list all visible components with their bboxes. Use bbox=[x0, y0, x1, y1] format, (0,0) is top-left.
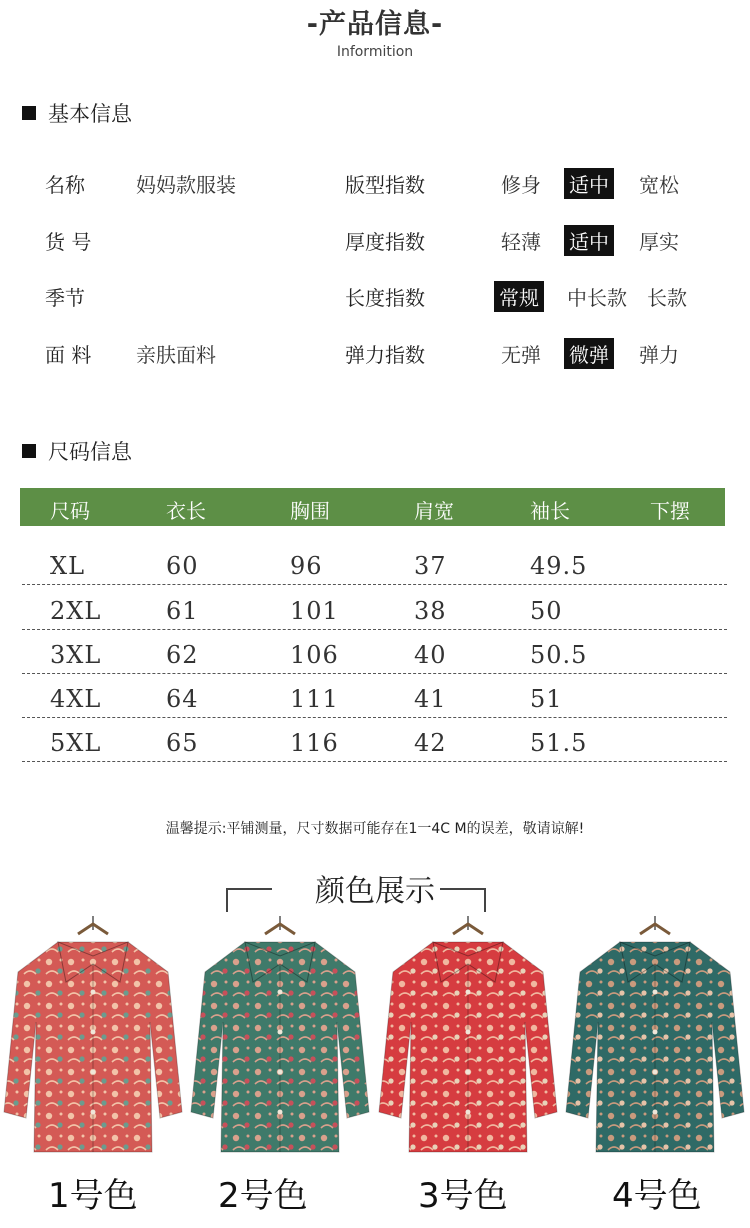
square-bullet-icon bbox=[22, 444, 36, 458]
size-column-header: 肩宽 bbox=[414, 499, 454, 523]
index-option-selected: 微弹 bbox=[564, 338, 614, 369]
size-cell: 116 bbox=[290, 729, 339, 757]
size-cell: XL bbox=[50, 552, 86, 580]
size-column-header: 下摆 bbox=[650, 499, 690, 523]
color-label: 3号色 bbox=[418, 1176, 508, 1216]
shirt-image bbox=[187, 912, 374, 1168]
index-option: 中长款 bbox=[567, 286, 627, 310]
size-cell: 40 bbox=[414, 641, 447, 669]
color-swatch-photo bbox=[375, 912, 562, 1168]
size-column-header: 胸围 bbox=[290, 499, 330, 523]
size-cell: 111 bbox=[290, 685, 339, 713]
index-option: 轻薄 bbox=[501, 230, 541, 254]
color-display-title: 颜色展示 bbox=[315, 874, 435, 909]
color-label: 1号色 bbox=[48, 1176, 138, 1216]
size-cell: 106 bbox=[290, 641, 339, 669]
size-cell: 64 bbox=[166, 685, 199, 713]
size-info-heading bbox=[22, 436, 132, 466]
color-label: 4号色 bbox=[612, 1176, 702, 1216]
size-column-header: 衣长 bbox=[166, 499, 206, 523]
size-cell: 37 bbox=[414, 552, 447, 580]
size-cell: 61 bbox=[166, 597, 199, 625]
size-cell: 2XL bbox=[50, 597, 102, 625]
color-swatch-photo bbox=[562, 912, 749, 1168]
size-cell: 38 bbox=[414, 597, 447, 625]
index-option: 宽松 bbox=[639, 173, 679, 197]
index-label: 弹力指数 bbox=[345, 343, 425, 367]
color-swatch-photo bbox=[187, 912, 374, 1168]
index-option: 无弹 bbox=[501, 343, 541, 367]
size-cell: 3XL bbox=[50, 641, 102, 669]
index-option: 长款 bbox=[647, 286, 687, 310]
index-option: 弹力 bbox=[639, 343, 679, 367]
basic-info-title: 基本信息 bbox=[48, 102, 132, 126]
size-cell: 62 bbox=[166, 641, 199, 669]
index-option: 厚实 bbox=[639, 230, 679, 254]
size-cell: 51.5 bbox=[530, 729, 588, 757]
info-value-fabric: 亲肤面料 bbox=[136, 343, 216, 367]
color-label: 2号色 bbox=[218, 1176, 308, 1216]
info-label-fabric: 面 料 bbox=[45, 343, 92, 367]
square-bullet-icon bbox=[22, 106, 36, 120]
basic-info-heading bbox=[22, 98, 132, 128]
size-cell: 41 bbox=[414, 685, 447, 713]
table-row-divider bbox=[22, 629, 727, 630]
index-option-selected: 适中 bbox=[564, 225, 614, 256]
size-cell: 42 bbox=[414, 729, 447, 757]
table-row-divider bbox=[22, 717, 727, 718]
page-title: -产品信息- bbox=[306, 9, 444, 40]
page-subtitle: Informition bbox=[336, 44, 414, 60]
index-label: 厚度指数 bbox=[345, 230, 425, 254]
size-cell: 5XL bbox=[50, 729, 102, 757]
index-option: 修身 bbox=[501, 173, 541, 197]
index-option-selected: 适中 bbox=[564, 168, 614, 199]
size-info-title: 尺码信息 bbox=[48, 440, 132, 464]
size-table-header bbox=[20, 488, 725, 526]
shirt-image bbox=[0, 912, 187, 1168]
size-cell: 60 bbox=[166, 552, 199, 580]
size-column-header: 尺码 bbox=[50, 499, 90, 523]
info-label-name: 名称 bbox=[45, 173, 85, 197]
table-row-divider bbox=[22, 761, 727, 762]
size-cell: 96 bbox=[290, 552, 323, 580]
info-value-name: 妈妈款服装 bbox=[136, 173, 236, 197]
measurement-note: 温馨提示:平铺测量，尺寸数据可能存在1一4C M的误差，敬请谅解! bbox=[165, 821, 585, 837]
size-cell: 101 bbox=[290, 597, 339, 625]
table-row-divider bbox=[22, 673, 727, 674]
size-cell: 51 bbox=[530, 685, 563, 713]
size-cell: 49.5 bbox=[530, 552, 588, 580]
size-column-header: 袖长 bbox=[530, 499, 570, 523]
shirt-image bbox=[562, 912, 749, 1168]
table-row-divider bbox=[22, 584, 727, 585]
info-label-item-no: 货 号 bbox=[45, 230, 92, 254]
shirt-image bbox=[375, 912, 562, 1168]
index-label: 版型指数 bbox=[345, 173, 425, 197]
size-cell: 4XL bbox=[50, 685, 102, 713]
size-cell: 50 bbox=[530, 597, 563, 625]
info-label-season: 季节 bbox=[45, 286, 85, 310]
index-label: 长度指数 bbox=[345, 286, 425, 310]
color-swatch-photo bbox=[0, 912, 187, 1168]
size-cell: 65 bbox=[166, 729, 199, 757]
index-option-selected: 常规 bbox=[494, 281, 544, 312]
size-cell: 50.5 bbox=[530, 641, 588, 669]
